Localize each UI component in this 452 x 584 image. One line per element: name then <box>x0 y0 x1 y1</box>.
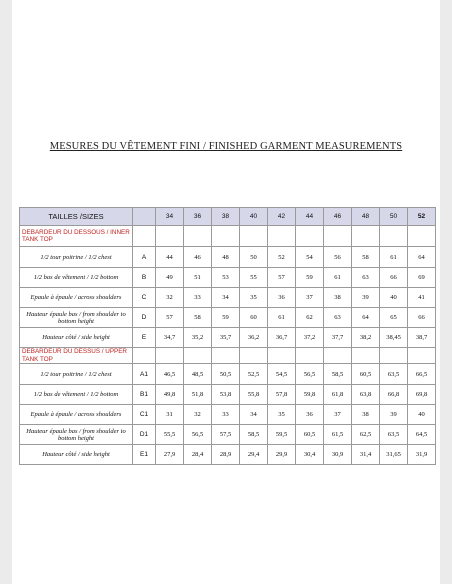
measurement-value: 62,5 <box>352 425 380 445</box>
measurement-value: 58,5 <box>240 425 268 445</box>
measurement-value: 31 <box>156 405 184 425</box>
measurement-row <box>20 268 436 288</box>
section-empty-cell <box>296 226 324 247</box>
measurement-value: 50 <box>240 247 268 268</box>
measurement-value: 58,5 <box>324 364 352 385</box>
measurement-value: 46,5 <box>156 364 184 385</box>
measurement-value: 59,5 <box>268 425 296 445</box>
size-header: 36 <box>184 208 212 226</box>
measurement-value: 35 <box>268 405 296 425</box>
measurement-value: 64,5 <box>408 425 436 445</box>
measurement-value: 30,9 <box>324 445 352 465</box>
measurement-value: 57 <box>268 268 296 288</box>
measurement-value: 66,8 <box>380 385 408 405</box>
measurement-label: Epaule à épaule / across shoulders <box>20 288 133 308</box>
measurement-value: 52 <box>268 247 296 268</box>
measurement-code: D <box>133 308 156 328</box>
measurement-value: 54 <box>296 247 324 268</box>
measurement-value: 52,5 <box>240 364 268 385</box>
measurement-value: 61,8 <box>324 385 352 405</box>
measurement-value: 58 <box>184 308 212 328</box>
measurement-value: 51 <box>184 268 212 288</box>
size-header: 44 <box>296 208 324 226</box>
measurement-value: 63,8 <box>352 385 380 405</box>
measurement-value: 48,5 <box>184 364 212 385</box>
measurement-value: 49,8 <box>156 385 184 405</box>
section-empty-cell <box>184 226 212 247</box>
measurement-value: 37 <box>324 405 352 425</box>
measurement-value: 38 <box>324 288 352 308</box>
measurement-row <box>20 288 436 308</box>
code-header-cell <box>133 208 156 226</box>
measurement-value: 59,8 <box>296 385 324 405</box>
measurement-value: 38,2 <box>352 328 380 348</box>
measurement-value: 32 <box>156 288 184 308</box>
measurement-value: 57,5 <box>212 425 240 445</box>
section-empty-cell <box>268 226 296 247</box>
measurement-row <box>20 405 436 425</box>
section-empty-cell <box>133 226 156 247</box>
measurement-label: Hauteur épaule bas / from shoulder to bottom height <box>20 308 133 328</box>
measurement-code: E <box>133 328 156 348</box>
measurement-row <box>20 385 436 405</box>
measurement-value: 28,9 <box>212 445 240 465</box>
section-header-row <box>20 226 436 247</box>
document-page <box>12 0 440 584</box>
measurement-value: 30,4 <box>296 445 324 465</box>
measurement-value: 56,5 <box>296 364 324 385</box>
measurement-value: 56 <box>324 247 352 268</box>
measurement-value: 35,7 <box>212 328 240 348</box>
size-header: 48 <box>352 208 380 226</box>
section-empty-cell <box>156 226 184 247</box>
measurement-value: 62 <box>296 308 324 328</box>
measurement-label: Epaule à épaule / across shoulders <box>20 405 133 425</box>
measurement-code: C <box>133 288 156 308</box>
measurement-value: 35 <box>240 288 268 308</box>
measurement-value: 53,8 <box>212 385 240 405</box>
measurements-table <box>19 207 436 465</box>
measurement-label: 1/2 tour poitrine / 1/2 chest <box>20 364 133 385</box>
measurement-label: Hauteur côté / side height <box>20 445 133 465</box>
measurement-value: 39 <box>380 405 408 425</box>
measurement-label: 1/2 bas de vêtement / 1/2 bottom <box>20 268 133 288</box>
measurement-value: 60,5 <box>352 364 380 385</box>
measurement-value: 56,5 <box>184 425 212 445</box>
measurement-value: 31,4 <box>352 445 380 465</box>
measurement-label: Hauteur épaule bas / from shoulder to bottom height <box>20 425 133 445</box>
measurement-value: 66 <box>408 308 436 328</box>
measurement-value: 69,8 <box>408 385 436 405</box>
measurement-value: 28,4 <box>184 445 212 465</box>
measurement-value: 63 <box>352 268 380 288</box>
section-empty-cell <box>240 226 268 247</box>
measurement-value: 55 <box>240 268 268 288</box>
measurement-value: 69 <box>408 268 436 288</box>
measurement-value: 36 <box>296 405 324 425</box>
section-empty-cell <box>352 226 380 247</box>
measurement-row <box>20 425 436 445</box>
measurement-value: 37 <box>296 288 324 308</box>
measurement-code: A <box>133 247 156 268</box>
measurement-label: 1/2 tour poitrine / 1/2 chest <box>20 247 133 268</box>
section-header-row <box>20 348 436 364</box>
measurement-row <box>20 247 436 268</box>
section-empty-cell <box>408 348 436 364</box>
measurement-value: 61 <box>380 247 408 268</box>
section-empty-cell <box>212 348 240 364</box>
measurement-value: 29,4 <box>240 445 268 465</box>
header-row <box>20 208 436 226</box>
measurement-value: 61,5 <box>324 425 352 445</box>
measurement-value: 46 <box>184 247 212 268</box>
section-empty-cell <box>133 348 156 364</box>
measurement-value: 55,5 <box>156 425 184 445</box>
measurement-value: 65 <box>380 308 408 328</box>
measurement-value: 60 <box>240 308 268 328</box>
size-header: 38 <box>212 208 240 226</box>
measurement-value: 35,2 <box>184 328 212 348</box>
section-empty-cell <box>296 348 324 364</box>
measurement-value: 55,8 <box>240 385 268 405</box>
measurement-value: 34 <box>212 288 240 308</box>
section-empty-cell <box>268 348 296 364</box>
measurement-value: 36,2 <box>240 328 268 348</box>
measurement-value: 29,9 <box>268 445 296 465</box>
measurement-value: 39 <box>352 288 380 308</box>
measurement-value: 53 <box>212 268 240 288</box>
measurement-value: 61 <box>268 308 296 328</box>
measurement-row <box>20 328 436 348</box>
measurement-value: 40 <box>408 405 436 425</box>
measurement-value: 57 <box>156 308 184 328</box>
measurement-value: 57,8 <box>268 385 296 405</box>
measurement-value: 66 <box>380 268 408 288</box>
measurement-value: 38,7 <box>408 328 436 348</box>
measurement-value: 36 <box>268 288 296 308</box>
measurement-value: 38,45 <box>380 328 408 348</box>
size-header: 50 <box>380 208 408 226</box>
section-empty-cell <box>408 226 436 247</box>
measurement-value: 49 <box>156 268 184 288</box>
section-title: DEBARDEUR DU DESSOUS / INNER TANK TOP <box>20 226 133 247</box>
measurement-value: 64 <box>408 247 436 268</box>
size-header: 34 <box>156 208 184 226</box>
measurement-code: E1 <box>133 445 156 465</box>
measurement-value: 40 <box>380 288 408 308</box>
measurement-label: Hauteur côté / side height <box>20 328 133 348</box>
section-empty-cell <box>324 226 352 247</box>
measurement-value: 34,7 <box>156 328 184 348</box>
measurement-code: A1 <box>133 364 156 385</box>
measurement-value: 33 <box>212 405 240 425</box>
measurement-code: B1 <box>133 385 156 405</box>
measurement-value: 63,5 <box>380 425 408 445</box>
measurement-row <box>20 445 436 465</box>
measurement-value: 51,8 <box>184 385 212 405</box>
section-empty-cell <box>380 226 408 247</box>
size-header: 42 <box>268 208 296 226</box>
measurement-value: 44 <box>156 247 184 268</box>
measurement-value: 31,65 <box>380 445 408 465</box>
measurement-value: 54,5 <box>268 364 296 385</box>
measurement-value: 32 <box>184 405 212 425</box>
measurement-value: 61 <box>324 268 352 288</box>
measurement-value: 59 <box>296 268 324 288</box>
measurement-value: 64 <box>352 308 380 328</box>
measurement-label: 1/2 bas de vêtement / 1/2 bottom <box>20 385 133 405</box>
size-header: 40 <box>240 208 268 226</box>
measurement-value: 31,9 <box>408 445 436 465</box>
measurement-value: 63,5 <box>380 364 408 385</box>
measurement-value: 41 <box>408 288 436 308</box>
measurement-value: 48 <box>212 247 240 268</box>
section-title: DEBARDEUR DU DESSUS / UPPER TANK TOP <box>20 348 133 364</box>
measurement-code: D1 <box>133 425 156 445</box>
measurement-value: 66,5 <box>408 364 436 385</box>
measurement-value: 50,5 <box>212 364 240 385</box>
measurement-value: 37,7 <box>324 328 352 348</box>
section-empty-cell <box>380 348 408 364</box>
page-title: MESURES DU VÊTEMENT FINI / FINISHED GARMENT MEASUREMENTS <box>49 141 403 152</box>
measurement-value: 38 <box>352 405 380 425</box>
measurement-value: 34 <box>240 405 268 425</box>
measurement-code: B <box>133 268 156 288</box>
size-header: 52 <box>408 208 436 226</box>
sizes-header-label: TAILLES /SIZES <box>20 208 133 226</box>
measurement-value: 27,9 <box>156 445 184 465</box>
measurement-value: 33 <box>184 288 212 308</box>
measurement-value: 59 <box>212 308 240 328</box>
measurement-row <box>20 308 436 328</box>
section-empty-cell <box>240 348 268 364</box>
section-empty-cell <box>324 348 352 364</box>
measurement-value: 63 <box>324 308 352 328</box>
section-empty-cell <box>212 226 240 247</box>
measurement-value: 37,2 <box>296 328 324 348</box>
size-header: 46 <box>324 208 352 226</box>
measurement-value: 60,5 <box>296 425 324 445</box>
section-empty-cell <box>184 348 212 364</box>
section-empty-cell <box>352 348 380 364</box>
measurement-row <box>20 364 436 385</box>
measurement-value: 36,7 <box>268 328 296 348</box>
section-empty-cell <box>156 348 184 364</box>
measurement-value: 58 <box>352 247 380 268</box>
measurement-code: C1 <box>133 405 156 425</box>
